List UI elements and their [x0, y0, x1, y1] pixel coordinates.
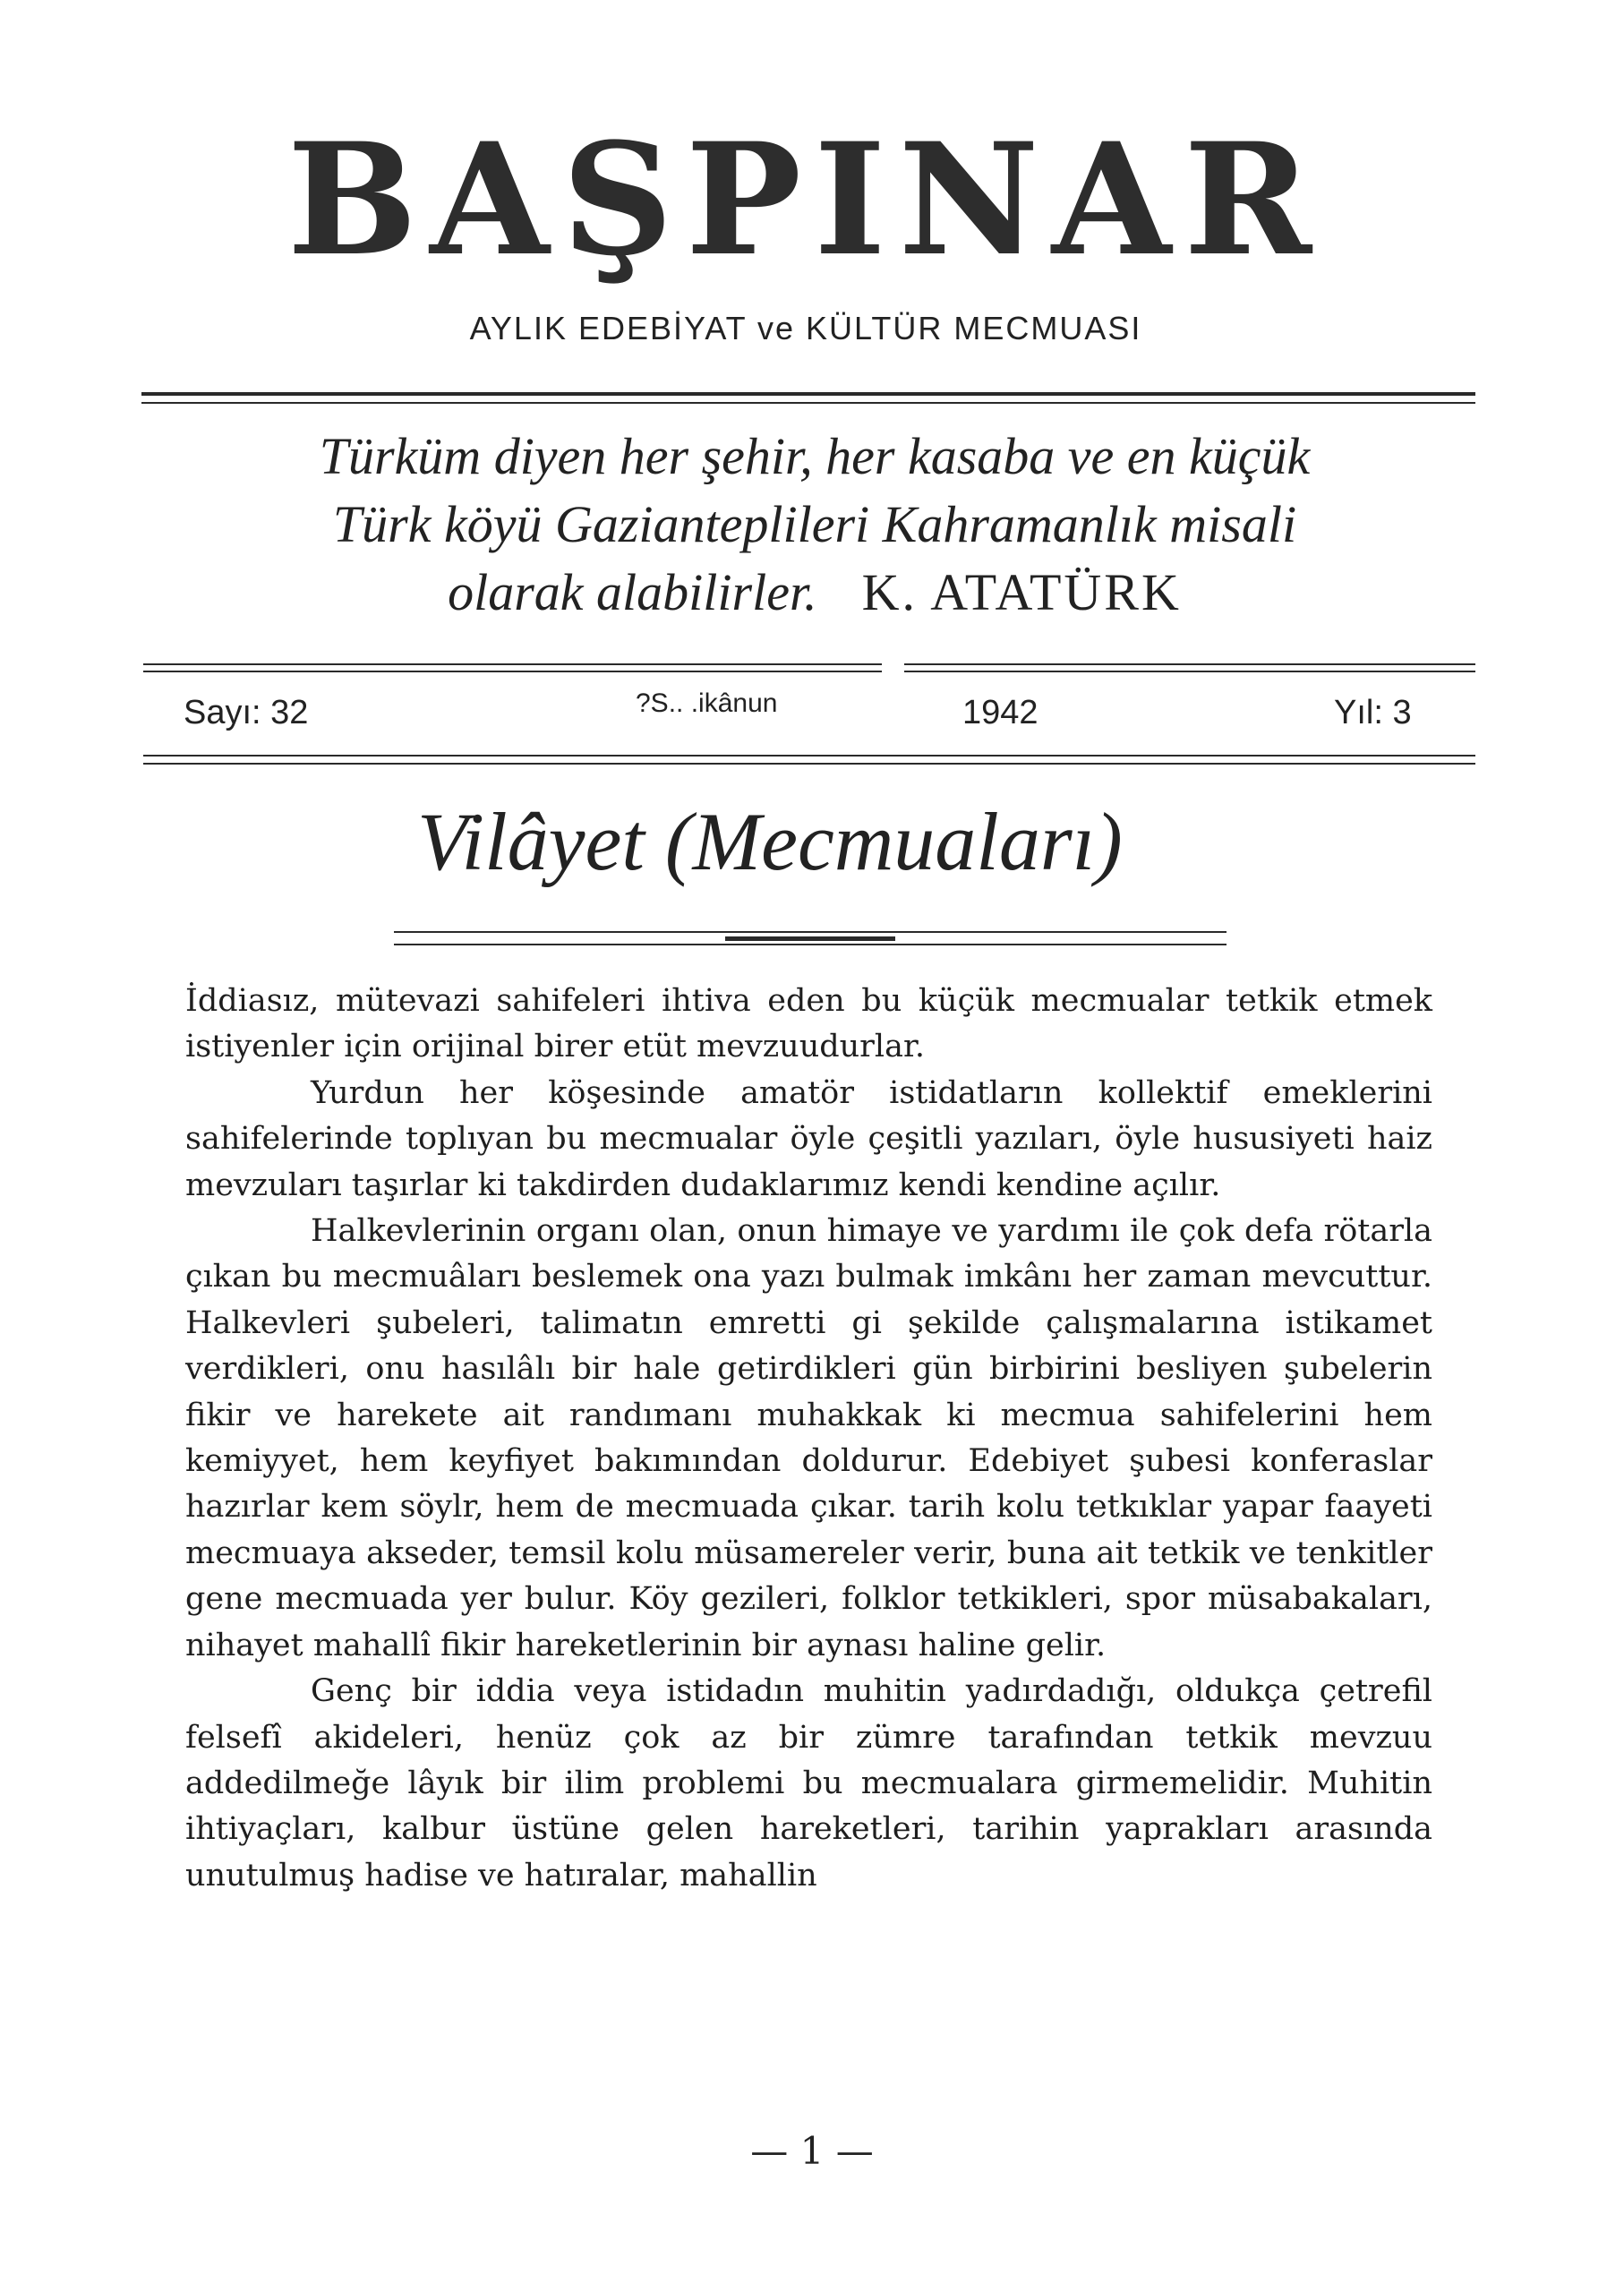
- motto-line-1: Türküm diyen her şehir, her kasaba ve en küçük: [319, 427, 1311, 485]
- ataturk-motto: [152, 423, 1477, 627]
- issue-rule-bottom-2: [143, 763, 1475, 765]
- article-body: [185, 979, 1432, 1899]
- issue-month: ?S.. .ikânun: [636, 688, 778, 718]
- title-rule-mid: [725, 936, 895, 941]
- issue-rule-top-right: [904, 663, 1475, 665]
- masthead-subtitle: AYLIK EDEBİYAT ve KÜLTÜR MECMUASI: [469, 310, 1142, 346]
- article-paragraph: Halkevlerinin organı olan, onun himaye ve yardımı ile çok defa rötarla çıkan bu mecmuâları beslemek ona yazı bulmak imkânı her zaman mevcuttur. Halkevleri şubeleri, talimatın emretti gi şekilde çalışmalarına istikamet verdikleri, onu hasılâlı bir hale getirdikleri gün birbirini besliyen şubelerin fikir ve harekete ait randımanı muhakkak ki mecmua sahifelerini hem kemiyyet, hem keyfiyet bakımından doldurur. Edebiyet şubesi konferaslar hazırlar kem söylr, hem de mecmuada çıkar. tarih kolu tetkıklar yapar faayeti mecmuaya akseder, temsil kolu müsamereler verir, buna ait tetkik ve tenkitler gene mecmuada yer bulur. Köy gezileri, folklor tetkikleri, spor müsabakaları, nihayet mahallî fikir hareketlerinin bir aynası haline gelir.: [185, 1213, 1432, 1663]
- title-rule-bottom: [394, 944, 1227, 945]
- motto-line-3-container: [152, 559, 1477, 627]
- issue-rule-top-left-2: [143, 671, 882, 672]
- article-title: Vilâyet (Mecmuaları): [417, 796, 1123, 887]
- motto-line-2: Türk köyü Gazianteplileri Kahramanlık misali: [332, 495, 1297, 553]
- title-rule-top: [394, 931, 1227, 933]
- masthead-title: BAŞPINAR: [286, 108, 1325, 290]
- article-paragraph: İddiasız, mütevazi sahifeleri ihtiva eden bu küçük mecmualar tetkik etmek istiyenler için orijinal birer etüt mevzuudurlar.: [185, 983, 1432, 1065]
- masthead-rule-bottom: [141, 402, 1475, 404]
- article-paragraph: Yurdun her köşesinde amatör istidatların kollektif emeklerini sahifelerinde toplıyan bu mecmualar öyle çeşitli yazıları, öyle hususiyeti haiz mevzuları taşırlar ki takdirden dudaklarımız kendi kendine açılır.: [185, 1074, 1432, 1203]
- issue-info-row: [184, 688, 1437, 739]
- motto-author: K. ATATÜRK: [861, 563, 1182, 621]
- issue-rule-bottom: [143, 755, 1475, 757]
- issue-volume: Yıl: 3: [1334, 694, 1412, 731]
- issue-year: 1942: [962, 694, 1039, 731]
- issue-number: Sayı: 32: [184, 694, 309, 731]
- masthead-rule-top: [141, 392, 1475, 396]
- issue-rule-top-left: [143, 663, 882, 665]
- motto-line-3: olarak alabilirler.: [448, 563, 817, 621]
- page-number: — 1 —: [750, 2129, 874, 2173]
- article-paragraph: Genç bir iddia veya istidadın muhitin yadırdadığı, oldukça çetrefil felsefî akideleri, henüz çok az bir zümre tarafından tetkik mevzuu addedilmeğe lâyık bir ilim problemi bu mecmualara girmemelidir. Muhitin ihtiyaçları, kalbur üstüne gelen hareketleri, tarihin yaprakları arasında unutulmuş hadise ve hatıralar, mahallin: [185, 1673, 1432, 1894]
- issue-rule-top-right-2: [904, 671, 1475, 672]
